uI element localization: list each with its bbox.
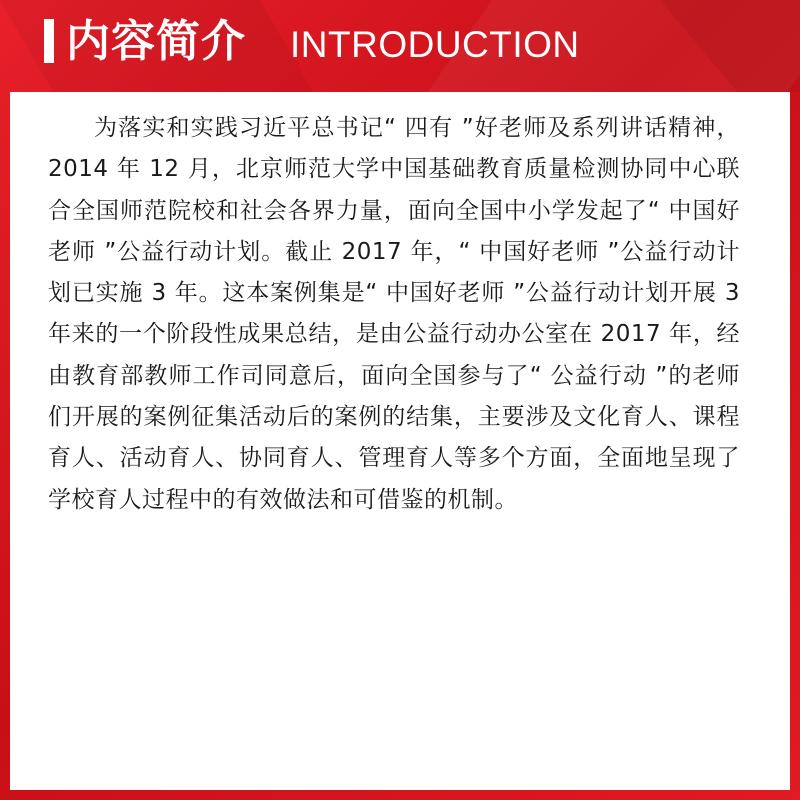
section-header — [0, 0, 800, 92]
section-title-english: INTRODUCTION — [290, 24, 580, 65]
introduction-paragraph: 为落实和实践习近平总书记“ 四有 ”好老师及系列讲话精神，2014 年 12 月，北京师范大学中国基础教育质量检测协同中心联合全国师范院校和社会各界力量，面向全国中小学发起了“ 中国好老师 ”公益行动计划。截止 2017 年，“ 中国好老师 ”公益行动计划已实施 3 年。这本案例集是“ 中国好老师 ”公益行动计划开展 3 年来的一个阶段性成果总结，是由公益行动办公室在 2017 年，经由教育部教师工作司同意后，面向全国参与了“ 公益行动 ”的老师们开展的案例征集活动后的案例的结集，主要涉及文化育人、课程育人、活动育人、协同育人、管理育人等多个方面，全面地呈现了学校育人过程中的有效做法和可借鉴的机制。 — [48, 115, 740, 513]
section-title-chinese: 内容简介 — [66, 16, 246, 67]
title-bar-mark — [44, 19, 54, 63]
